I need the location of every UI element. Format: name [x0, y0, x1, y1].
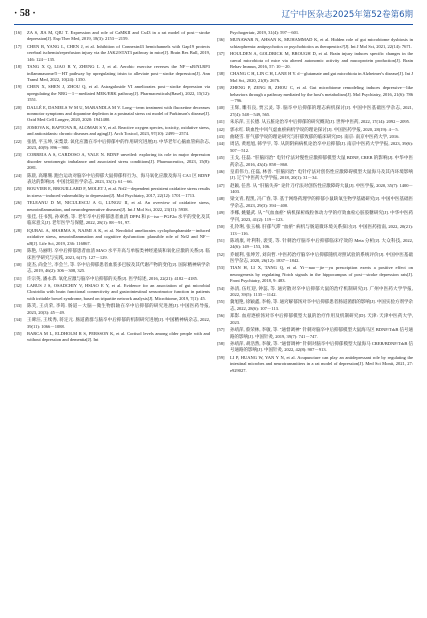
- page-header: [14, 8, 413, 22]
- reference-number: [51]: [217, 237, 225, 243]
- reference-entry: [14, 152, 210, 171]
- reference-entry: [217, 327, 413, 340]
- reference-entry: [217, 252, 413, 265]
- reference-number: [57]: [217, 327, 225, 333]
- reference-number: [41]: [217, 119, 225, 125]
- reference-entry: [14, 105, 210, 124]
- reference-entry: [14, 139, 210, 152]
- reference-entry: [14, 303, 210, 316]
- reference-number: [34]: [14, 317, 22, 323]
- reference-number: [59]: [217, 354, 225, 360]
- reference-entry: [14, 228, 210, 247]
- reference-text: IQUBAL A, SHARMA S, NAJMI A K, et al. Nerolidol ameliorates cyclophosphamide－induced oxidative stress, neuroinflammation and cognitive dysfunction: plausible role of Nrf2 and NF－κB[J]. Life Sci, 2019, 236: 116867.: [27, 227, 210, 246]
- reference-text: 孙清, 伍红迎, 钟蕊, 等. 通窍散对卒中后抑郁大鼠的治疗机制研究[J]. 广州中医药大学学报, 2022, 39(5): 1135－1142.: [230, 285, 413, 298]
- reference-entry: [14, 44, 210, 63]
- reference-text: 曲晓雪. 肝气郁学说的理论研究与肝郁致郁的临床研究[D]. 南京: 南京中医药大学, 2016.: [230, 133, 400, 139]
- reference-number: [36]: [217, 37, 225, 43]
- reference-text: DALLÉ E, DANIELS W M U, MABANDLA M V. Long－term treatment with fluoxetine decreases nonmotor symptoms and dopamine depletion in a postnatal stress rat model of Parkinson's disease[J]. Oxid Med Cell Longev, 2020, 2020: 1941480.: [27, 104, 210, 123]
- reference-entry: [14, 317, 210, 330]
- reference-text: 陈笑, 王贞荣, 李筠. 肠道－大脑－微生物群轴在卒中后抑郁的研究进展[J]. 中国医药导报, 2023, 20(3): 45－49.: [27, 303, 210, 315]
- reference-text: TIAN H, LI X, TANG Q, et al. Yi－nao－jie－yu prescription exerts a positive effect on neurogenesis by regulating Notch signals in the hippocampus of post－stroke depression rats[J]. Front Psychiatry, 2018, 9: 483.: [230, 265, 413, 284]
- reference-number: [26]: [14, 200, 22, 206]
- reference-number: [16]: [14, 30, 22, 35]
- reference-entry: [217, 71, 413, 84]
- reference-number: [45]: [217, 155, 225, 161]
- reference-text: TANG X Q, LIAO R Y, ZHENG L J, et al. Aerobic exercise reverses the NF－κB/NLRP3 inflammasome/5－HT pathway by upregulating irisin to alleviate post－stroke depression[J]. Ann Transl Med, 2022, 10(24): 1350.: [27, 64, 210, 82]
- reference-number: [33]: [14, 303, 22, 309]
- reference-entry: [217, 169, 413, 182]
- reference-number: [32]: [14, 283, 22, 289]
- reference-number: [29]: [14, 248, 22, 254]
- reference-number: [47]: [217, 182, 225, 188]
- reference-entry: [217, 286, 413, 299]
- reference-entry: [217, 238, 413, 251]
- header-divider: [14, 24, 413, 25]
- reference-entry: [217, 313, 413, 326]
- reference-text: 冀旭艳, 徐颖鑫, 李杨, 等. 通窍解郁汤对卒中后抑郁患者肠道菌群的影响[J]. 中国实验方剂学杂志, 2022, 28(6): 107－113.: [230, 299, 413, 311]
- reference-text: CHEN B, YANG L, CHEN J, et al. Inhibition of Connexin43 hemichannels with Gap19 protects cerebral ischemia/reperfusion injury via the JAK2/STAT3 pathway in mice[J]. Brain Res Bull, 2019, 146: 124－135.: [27, 43, 210, 62]
- reference-entry: [14, 262, 210, 275]
- reference-number: [28]: [14, 227, 22, 233]
- reference-entry: [14, 283, 210, 302]
- reference-entry: [14, 125, 210, 138]
- reference-number: [38]: [217, 71, 225, 77]
- reference-text: 陈晨, 高珊珊. 跑台运动对脑卒中后抑郁大鼠抑郁样行为、海马氧化应激及海马 CA1 区 BDNF 表达的影响[J]. 中国比较医学杂志, 2023, 33(1): 61－66.: [27, 172, 210, 185]
- reference-number: [17]: [14, 43, 22, 49]
- reference-entry: [217, 105, 413, 118]
- reference-text: 李娜, 姚魁武. 从 "气血血瘀" 病机探析线粒体动力学的疗效血栓心脏胶糖研究[J]. 中华中医药学刊, 2023, 41(2): 119－123.: [230, 210, 413, 222]
- reference-number: [31]: [14, 275, 22, 281]
- reference-number: [35]: [14, 330, 22, 336]
- reference-text: LI P, HUANG W, YAN Y N, et al. Acupuncture can play an antidepressant role by regulating the intestinal microbes and neurotransmitters in a rat model of depression[J]. Med Sci Monit, 2021, 27: e929027.: [230, 354, 413, 373]
- reference-number: [48]: [217, 196, 225, 202]
- reference-text: BARCA M L, ELDHOLM R S, PERSSON K, et al. Cortisol levels among older people with and without depression and dementia[J]. Int: [27, 330, 210, 343]
- reference-number: [44]: [217, 141, 225, 147]
- reference-text: LABUS J S, OSADCHIY V, HSIAO E Y, et al. Evidence for an association of gut microbial Clostridia with brain functional connectivity and gastrointestinal sensorimotor function in patients with irritable bowel syndrome, based on tripartite network analysis[J]. Microbiome, 2019, 7(1): 45.: [27, 283, 210, 301]
- reference-text: 陈艳, 马丽明. 卒中后抑郁患者血清 MAO 水平升高与单胺类神经递质和氧化应激的关系[J]. 临床医学研究与实践, 2021, 6(17): 127－129.: [27, 248, 210, 260]
- reference-number: [53]: [217, 265, 225, 271]
- reference-entry: [14, 173, 210, 186]
- reference-entry: [14, 84, 210, 103]
- reference-text: 庞杰, 尚金兰, 李会兰, 等. 卒中后抑郁患者血浆多巴胺及其代谢产物的变化[J]. 国际精神病学杂志, 2019, 46(2): 306－308, 325.: [27, 261, 210, 274]
- reference-number: [49]: [217, 210, 225, 216]
- reference-number: [25]: [14, 186, 22, 192]
- reference-text: BOUVIER E, BROUILLARD F, MOLET J, et al. Nrf2－dependent persistent oxidative stress results in stress－induced vulnerability to depression[J]. Mol Psychiatry, 2017, 22(12): 1701－1713.: [27, 186, 210, 198]
- reference-number: [23]: [14, 152, 22, 158]
- page-number: · 58 ·: [14, 8, 36, 19]
- reference-text: 孙靖萍, 胡浩然, 李敏, 等. "通督调神" 针刺对脑卒中后抑郁模型大鼠海马 CREB/BDNF/TrkB 信号通路的影响[J]. 中国针灸, 2022, 42(8): 907－913.: [230, 340, 413, 353]
- reference-entry: [14, 276, 210, 282]
- reference-text: 赵颖, 任善. 从 "肝脑失养" 论针刀疗法对创伤性应激障碍大鼠[J]. 中医学报, 2020, 35(7): 1400－1403.: [230, 182, 413, 195]
- reference-entry: [217, 341, 413, 354]
- reference-entry: [217, 299, 413, 312]
- reference-number: [58]: [217, 340, 225, 346]
- reference-number: [43]: [217, 133, 225, 139]
- reference-number: [42]: [217, 126, 225, 132]
- reference-number: [39]: [217, 85, 225, 91]
- reference-text: MUNAWAR N, AHSAN K, MUHAMMAD K, et al. Hidden role of gut microbiome dysbiosis in schizophrenia: antipsychotics or psychobiotics as therapeutics?[J]. Int J Mol Sci, 2021, 22(14): 7671.: [230, 37, 413, 49]
- reference-number: [18]: [14, 64, 22, 70]
- reference-text: 皇甫伟力, 任磊, 林善. "肝脑同治" 电针疗法对创伤性应激障碍模型大鼠海马及其内环境影响[J]. 辽宁中医药大学学报, 2018, 20(1): 31－34.: [230, 168, 413, 181]
- reference-entry: [217, 51, 413, 70]
- reference-entry: [217, 37, 413, 50]
- reference-entry: [217, 85, 413, 104]
- reference-number: [50]: [217, 224, 225, 230]
- reference-entry: [217, 134, 413, 140]
- reference-entry: [217, 210, 413, 223]
- journal-title: 辽宁中医杂志2025年第52卷第6期: [281, 10, 413, 20]
- reference-text: HOULDEN A, GOLDRICK M, BROUGH D, et al. Brain injury induces specific changes in the caecal microbiota of mice via altered autonomic activity and mucoprotein production[J]. Brain Behav Immun, 2016, 57: 10－20.: [230, 51, 413, 70]
- reference-continuation: Psychogeriatr, 2019, 31(4): 597－601.: [230, 30, 300, 35]
- reference-entry: [14, 248, 210, 261]
- reference-number: [27]: [14, 214, 22, 220]
- reference-entry: [217, 127, 413, 133]
- reference-text: TELEANU D M, NICULESCU A G, LUNGU II, et al. An overview of oxidative stress, neuroinflammation, and neurodegenerative diseases[J]. Int J Mol Sci, 2022, 23(11): 5938.: [27, 200, 210, 212]
- reference-text: 乔媛利, 张坤芳, 刘向哲. 中医药治疗脑卒中后抑郁随机对照试验的系统评价[J]. 中国中医基础医学杂志, 2020, 26(12): 1837－1842.: [230, 251, 413, 264]
- reference-text: 王戈, 任磊. "肝脑同治" 电针疗法对慢性应激抑郁模型大鼠 BDNF, CREB 的影响[J]. 中华中医药杂志, 2016, 43(4): 858－860.: [230, 155, 413, 167]
- reference-number: [24]: [14, 172, 22, 178]
- reference-text: 张佳, 任书凯, 孙翠香, 等. 老年卒中后抑郁患者血清 DPP4 和 β－iso－PGF2α 水平的变化及其临床意义[J]. 老年医学与保健, 2022, 28(1): 88－91, 97.: [27, 214, 210, 226]
- reference-column-left: [14, 30, 210, 345]
- reference-text: 梁文青, 程凯, 冯广春, 等. 基于网络药理学的抑郁小鼠缺氧生物学基础研究[J]. 中国中医基础医学杂志, 2023, 29(3): 394－400.: [230, 196, 413, 208]
- reference-text: ZHENG P, ZENG B, ZHOU C, et al. Gut microbiome remodeling induces depressive－like behaviors through a pathway mediated by the host's metabolism[J]. Mol Psychiatry, 2016, 21(6): 786－796.: [230, 85, 413, 104]
- reference-column-right: [217, 30, 413, 375]
- reference-text: 郭永红. 缺血性中风气虚血瘀病机学说的理论探讨[J]. 中国医药学报, 2020, 28(19): 4－5.: [230, 126, 399, 132]
- reference-entry: [14, 331, 210, 344]
- reference-number: [22]: [14, 138, 22, 144]
- reference-text: CHANG C H, LIN C H, LANE H Y. d－glutamate and gut microbiota in Alzheimer's disease[J]. Int J Mol Sci, 2020, 21(8): 2676.: [230, 71, 413, 83]
- reference-text: 许宗英, 潘永恭. 氧化应激与脑卒中后抑郁的关系[J]. 医学综述, 2016, 22(21): 4182－4185.: [27, 275, 198, 281]
- reference-number: [21]: [14, 124, 22, 130]
- reference-number: [37]: [217, 51, 225, 57]
- reference-text: 陈靖康, 叶利科, 裴雯, 等. 针刺治疗脑卒中后抑郁临床疗效的 Meta 分析[J]. 大众科技, 2022, 24(6): 149－153, 106.: [230, 237, 413, 250]
- reference-text: 张倩, 平玉坤, 宋梨景. 氧化应激在卒中后抑郁中的作用研究进展[J]. 中华老年心脑血管病杂志, 2023, 40(9): 896－900.: [27, 138, 210, 151]
- reference-number: [56]: [217, 313, 225, 319]
- reference-text: 周洁, 黄旭旭, 韩学宇, 等. 从阴阴病病机论治卒中后抑郁[J]. 南京中医药大学学报, 2023, 39(6): 507－512.: [230, 141, 413, 153]
- reference-entry: [14, 186, 210, 199]
- reference-text: JOMOVA K, RAPTOVA R, ALOMAR S Y, et al. Reactive oxygen species, toxicity, oxidative stress, and antioxidants: chronic diseases and aging[J]. Arch Toxicol, 2023, 97(10): 2499－2574.: [27, 124, 210, 137]
- reference-text: CHEN X, SHEN J, ZHOU Q, et al. Astragaloside VI ameliorates post－stroke depression via upregulating the NRG－1－mediated MEK/ERK pathway[J]. Pharmaceuticals(Basel), 2022, 15(12): 1551.: [27, 84, 210, 103]
- reference-text: 孙靖萍, 蔡荣林, 李敏, 等. "通督调神" 针刺对脑卒中后抑郁模型大鼠海马区 BDNF/TrkB 信号通路的影响[J]. 中国针灸, 2019, 39(7): 741－747.: [230, 327, 413, 339]
- reference-entry: [14, 30, 210, 43]
- reference-text: 郑影. 血府逐瘀汤对卒中后抑郁模型大鼠的治疗作用及机制研究[D]. 天津: 天津中医药大学, 2023.: [230, 313, 413, 325]
- reference-text: ZA S, JIA M, QIU T. Expression and role of CaMKII and Cx43 in a rat model of post－stroke depression[J]. Exp Ther Med, 2019, 18(3): 2153－2159.: [27, 30, 210, 42]
- reference-entry: [217, 155, 413, 168]
- reference-text: 孔铃琍, 张玉楠. 肝郁气滞 "血瘀" 病机与肠道微环境关系探讨[J]. 中国医药指南, 2022, 20(21): 113－116.: [230, 224, 413, 236]
- reference-text: CORREIA A S, CARDOSO A, VALE N. BDNF unveiled: exploring its role in major depression disorder serotonergic imbalance and associated stress conditions[J]. Pharmaceutics, 2023, 15(8): 2081.: [27, 152, 210, 171]
- reference-entry: [217, 355, 413, 374]
- reference-number: [46]: [217, 168, 225, 174]
- reference-entry: [217, 119, 413, 125]
- reference-text: 王碑汪, 王续秀, 蒋定元. 肠道菌群与脑卒中后抑郁的机制研究进展[J]. 中国精神病杂志, 2022, 39(11): 1066－1088.: [27, 317, 210, 329]
- reference-number: [54]: [217, 285, 225, 291]
- reference-entry: [217, 196, 413, 209]
- reference-entry: [217, 141, 413, 154]
- reference-entry: [14, 214, 210, 227]
- reference-entry: [217, 183, 413, 196]
- reference-number: [30]: [14, 261, 22, 267]
- reference-entry: [217, 265, 413, 284]
- reference-text: 王辉, 雕有良, 贾云灵, 等. 脑卒中后抑郁的理志病机探讨[J]. 中国中医基础医学杂志, 2021, 27(4): 548－549, 565.: [230, 105, 413, 117]
- reference-text: 朱乐萍, 王长德. 从五脏论治卒中后抑郁的研究概况[J]. 世界中医药, 2022, 17(14): 2092－2095.: [230, 119, 410, 125]
- reference-number: [55]: [217, 299, 225, 305]
- reference-entry: [217, 224, 413, 237]
- reference-number: [40]: [217, 105, 225, 111]
- reference-number: [52]: [217, 251, 225, 257]
- reference-entry: [14, 64, 210, 83]
- reference-entry: [14, 200, 210, 213]
- reference-number: [20]: [14, 104, 22, 110]
- reference-number: [19]: [14, 84, 22, 90]
